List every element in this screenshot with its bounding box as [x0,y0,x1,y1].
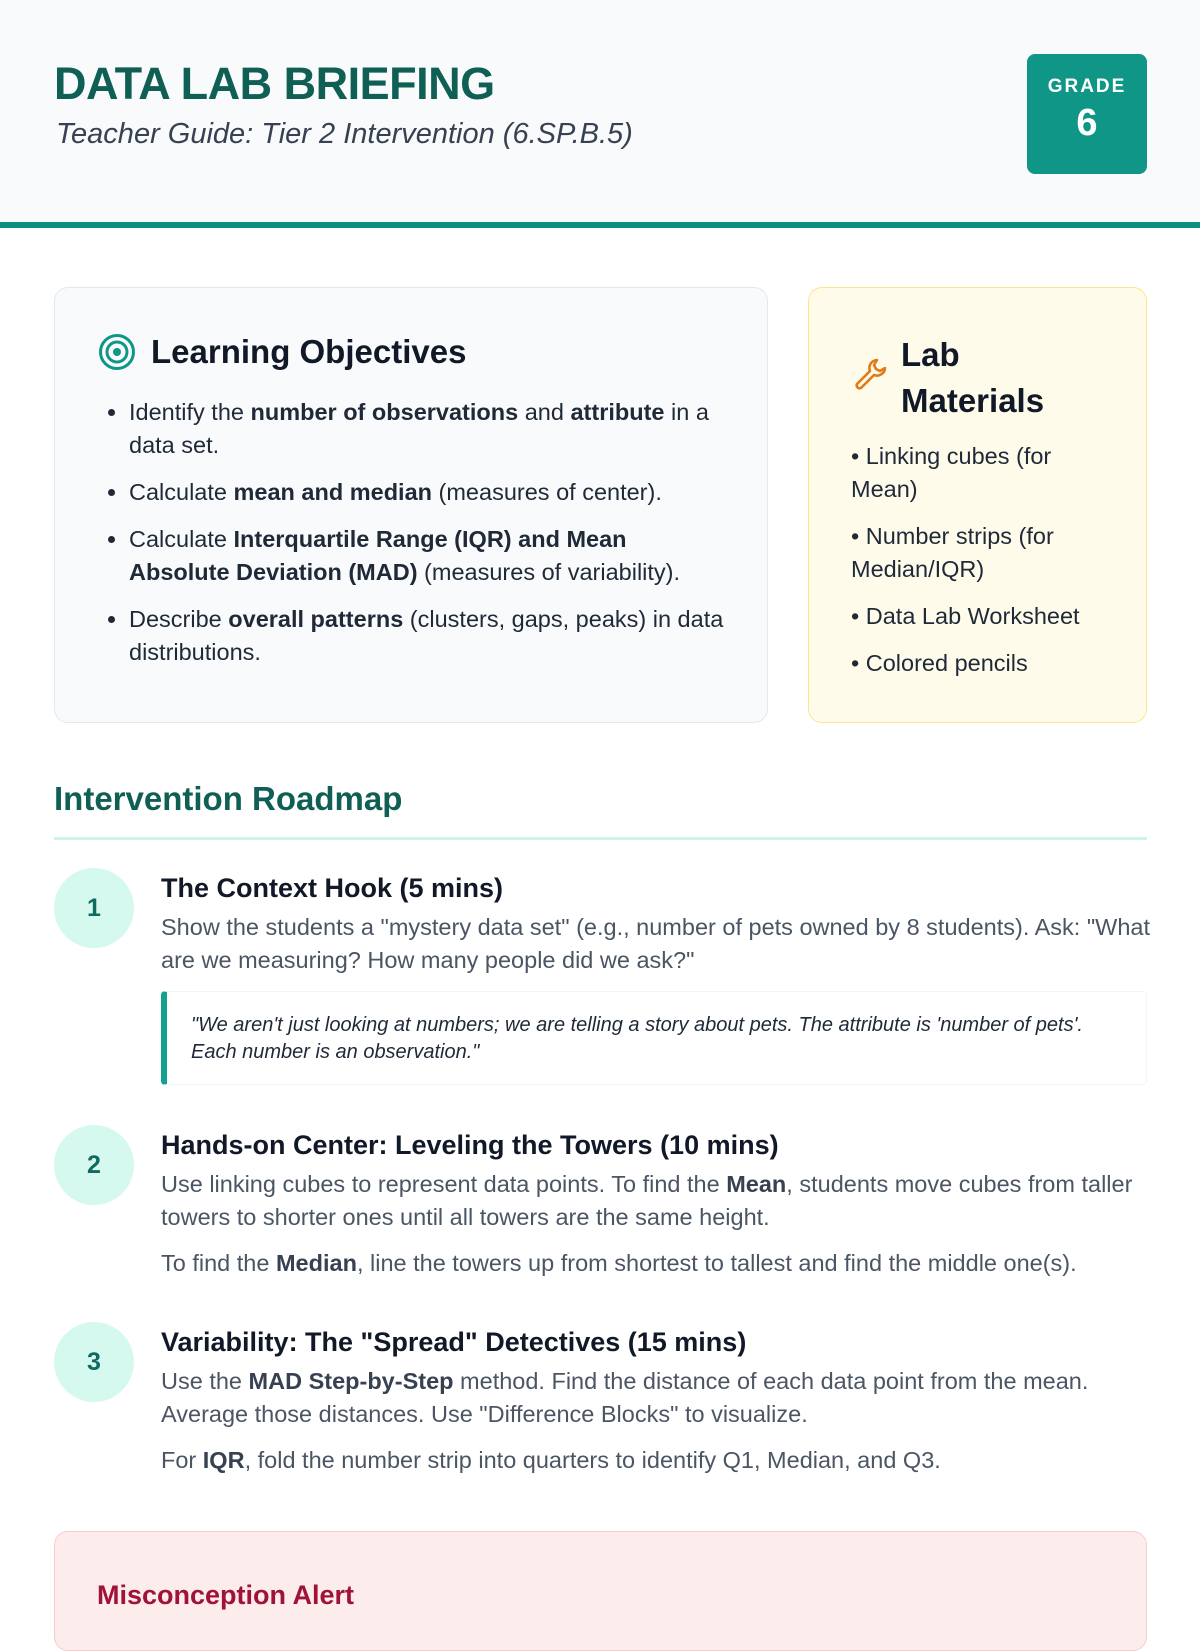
material-item: • Number strips (for Median/IQR) [851,523,1054,582]
materials-header [851,332,1061,424]
page-subtitle: Teacher Guide: Tier 2 Intervention (6.SP.B.5) [56,118,633,150]
step-2-paragraph-1: Use linking cubes to represent data points. To find the Mean, students move cubes from taller towers to shorter ones until all towers are the same height. [161,1171,1133,1230]
materials-title: Lab Materials [901,336,1045,419]
step-3-paragraph-1: Use the MAD Step-by-Step method. Find the distance of each data point from the mean. Average those distances. Use "Difference Blocks" to visualize. [161,1368,1089,1427]
lab-materials-card [808,287,1147,723]
objectives-title: Learning Objectives [151,333,467,370]
step-1-text: Show the students a "mystery data set" (e.g., number of pets owned by 8 students). Ask: "What are we measuring? How many people did we ask?" [161,914,1151,973]
material-item: • Linking cubes (for Mean) [851,443,1052,502]
step-1-quote: "We aren't just looking at numbers; we are telling a story about pets. The attribute is 'number of pets'. Each number is an observation." [161,991,1147,1085]
objectives-header [97,332,466,372]
materials-list [851,440,1121,694]
step-2-paragraph-2: To find the Median, line the towers up from shortest to tallest and find the middle one(s). [161,1250,1077,1276]
roadmap-title: Intervention Roadmap [54,780,403,817]
step-1-title: The Context Hook (5 mins) [161,873,504,903]
wrench-icon [851,354,891,394]
objective-item: • Describe overall patterns (clusters, gaps, peaks) in data distributions. [129,603,729,669]
grade-label: GRADE [1047,76,1127,97]
step-3-title: Variability: The "Spread" Detectives (15 mins) [161,1327,747,1357]
material-item: • Colored pencils [851,650,1028,676]
step-2-number: 2 [54,1125,134,1205]
step-3-number: 3 [54,1322,134,1402]
roadmap-divider [54,837,1147,840]
objective-item: • Calculate mean and median (measures of center). [129,476,729,509]
objective-item: • Calculate Interquartile Range (IQR) and Mean Absolute Deviation (MAD) (measures of variability). [129,523,729,589]
objective-item: • Identify the number of observations and attribute in a data set. [129,396,729,462]
step-1-number: 1 [54,868,134,948]
step-2-title: Hands-on Center: Leveling the Towers (10 mins) [161,1130,779,1160]
step-3-paragraph-2: For IQR, fold the number strip into quarters to identify Q1, Median, and Q3. [161,1447,941,1473]
page-title: DATA LAB BRIEFING [54,58,495,109]
material-item: • Data Lab Worksheet [851,603,1080,629]
grade-badge [1027,54,1147,174]
misconception-alert [54,1531,1147,1651]
grade-value: 6 [1076,102,1098,144]
learning-objectives-card [54,287,768,723]
alert-title: Misconception Alert [97,1580,355,1610]
target-icon [97,332,137,372]
header [0,0,1200,228]
objectives-list [129,396,729,683]
